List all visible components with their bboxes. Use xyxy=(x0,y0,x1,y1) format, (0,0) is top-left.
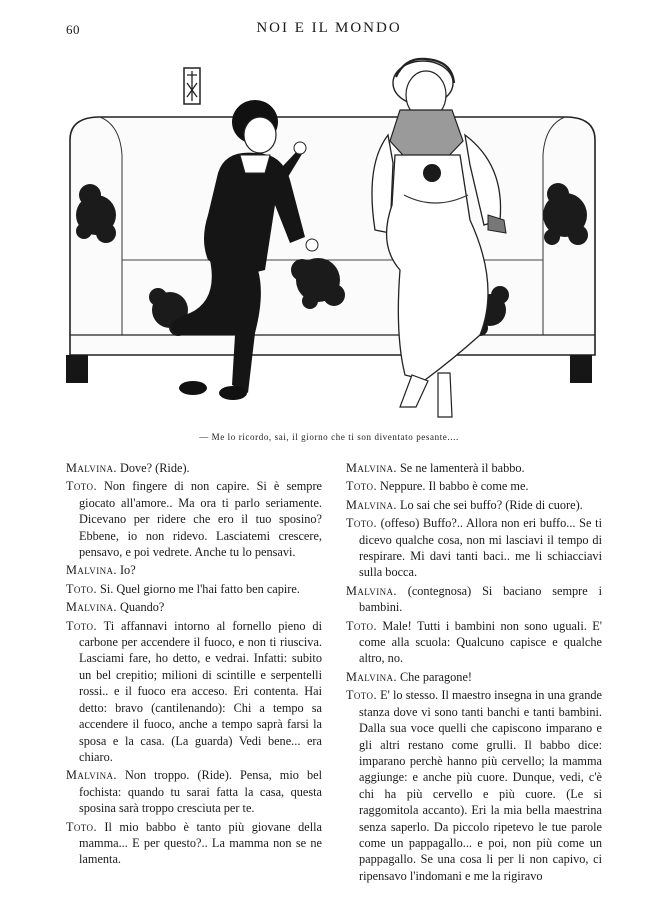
dialogue-line xyxy=(66,618,322,766)
dialogue-line xyxy=(346,583,602,616)
dialogue-text: Neppure. Il babbo è come me. xyxy=(380,479,529,494)
dialogue-text: Dove? (Ride). xyxy=(119,461,190,475)
dialogue-text: Non troppo. (Ride). Pensa, mio bel fochista: quando tu sarai fatta la casa, questa sposina sarà troppo cresciuta per te. xyxy=(79,768,322,816)
dialogue-text: Male! Tutti i bambini non sono uguali. E' come alla scuola: Qualcuno capisce e qualche altro, no. xyxy=(359,618,602,666)
running-title: NOI E IL MONDO xyxy=(256,20,402,36)
dialogue-line xyxy=(346,515,602,581)
dialogue-text: Se ne lamenterà il babbo. xyxy=(399,461,525,475)
dialogue-line xyxy=(346,669,602,685)
dialogue-line xyxy=(66,819,322,868)
dialogue-text: Quando? xyxy=(119,600,165,615)
speaker-name: Toto. xyxy=(346,479,377,494)
speaker-name: Malvina. xyxy=(66,563,117,578)
page-number: 60 xyxy=(66,22,80,37)
speaker-name: Toto. xyxy=(66,618,97,633)
speaker-name: Malvina. xyxy=(346,461,397,475)
dialogue-text: Che paragone! xyxy=(399,669,472,684)
dialogue-line xyxy=(66,478,322,560)
dialogue-text: Lo sai che sei buffo? (Ride di cuore). xyxy=(399,497,583,512)
speaker-name: Malvina. xyxy=(346,583,397,598)
wall-emblem xyxy=(184,68,200,104)
speaker-name: Malvina. xyxy=(66,768,117,783)
dialogue-text: (offeso) Buffo?.. Allora non eri buffo... Se ti dicevo qualche cosa, non mi lasciavi il tempo di respirare. Mi davi tanti baci.. me li schiacciavi sulla bocca. xyxy=(359,516,602,580)
sofa xyxy=(66,117,595,383)
speaker-name: Malvina. xyxy=(66,461,117,475)
dialogue-text: Non fingere di non capire. Si è sempre giocato all'amore.. Ma ora ti parlo seriamente. Dicevano per ridere che ero il tuo sposino? Ebbene, io non ridevo. Lasciatemi crescere, pensavo, e poi vedrete. Anche tu lo pensavi. xyxy=(79,479,322,560)
dialogue-text: Si. Quel giorno me l'hai fatto ben capire. xyxy=(100,581,300,596)
speaker-name: Toto. xyxy=(66,479,97,494)
dialogue-line xyxy=(66,599,322,615)
speaker-name: Malvina. xyxy=(346,669,397,684)
speaker-name: Toto. xyxy=(66,819,97,834)
dialogue-line xyxy=(346,497,602,513)
dialogue-text: Io? xyxy=(119,563,136,578)
speaker-name: Toto. xyxy=(346,618,377,633)
illustration-caption: — Me lo ricordo, sai, il giorno che ti son diventato pesante.... xyxy=(199,432,459,442)
illustration xyxy=(60,55,605,430)
dialogue-line xyxy=(66,562,322,578)
dialogue-line xyxy=(346,478,602,494)
dialogue-line xyxy=(66,581,322,597)
text-column-left xyxy=(66,460,322,870)
dialogue-text: Ti affannavi intorno al fornello pieno di carbone per accendere il fuoco, e non ti riusciva. Lasciami fare, ho detto, e vedrai. Infatti: subito un bel crepitio; milioni di scintille e serpentelli rossi.. e il fuoco era acceso. Eri contenta. Hai detto: bravo (cantilenando): Chi a tempo sa accendere il fuoco, anche a tempo saprà farsi la sposa e la casa. (La guarda) Vedi bene... era chiaro. xyxy=(79,618,322,764)
dialogue-line xyxy=(346,460,602,476)
text-column-right xyxy=(346,460,602,886)
speaker-name: Toto. xyxy=(66,581,97,596)
speaker-name: Toto. xyxy=(346,688,377,703)
speaker-name: Malvina. xyxy=(346,497,397,512)
dialogue-line xyxy=(66,767,322,816)
dialogue-line xyxy=(66,460,322,476)
speaker-name: Toto. xyxy=(346,516,377,531)
speaker-name: Malvina. xyxy=(66,600,117,615)
dialogue-text: E' lo stesso. Il maestro insegna in una grande stanza dove vi sono tanti banchi e tanti bambini. Dalla sua voce quelli che capiscono imparano e gli altri restano come grulli. Il babbo dice: imparano perchè hanno più cervello; la mamma aggiunge: e anche più cuore. Dunque, vedi, c'è chi ha più cervello e più cuore. (Le si raggomitola accanto). Eri la mia bella maestrina senza saperlo. Da piccolo ripetevo le tue parole come un pappagallo... e poi, non più come un pappagallo. Se una cosa li per li non capivo, ci ripensavo l'indomani e me la rigiravo xyxy=(359,688,602,883)
dialogue-line xyxy=(346,618,602,667)
dialogue-text: (contegnosa) Si baciano sempre i bambini. xyxy=(359,583,602,615)
dialogue-line xyxy=(346,687,602,884)
dialogue-text: Il mio babbo è tanto più giovane della mamma... E per questo?.. La mamma non se ne lamenta. xyxy=(79,819,323,867)
